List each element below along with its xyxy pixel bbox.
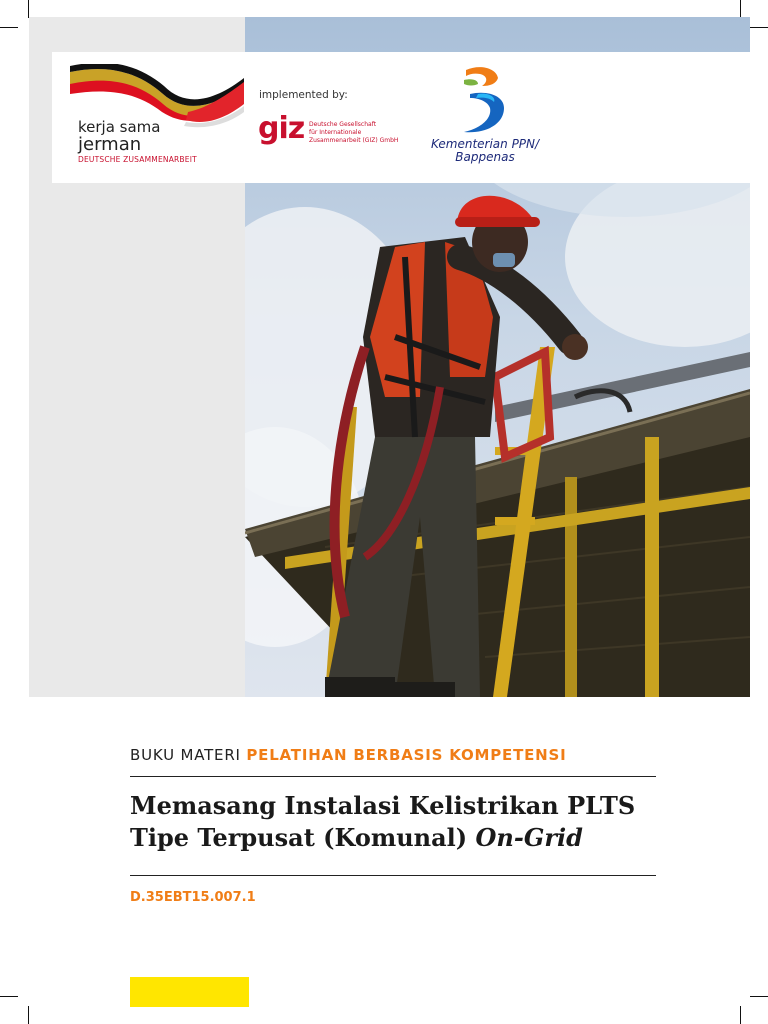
implemented-by-label: implemented by: [259,89,348,101]
crop-mark [0,27,18,28]
title-line1: Memasang Instalasi Kelistrikan PLTS [130,791,636,820]
giz-description [309,121,409,145]
crop-mark [750,996,768,997]
giz-description-line: für Internationale [309,129,362,136]
crop-mark [28,1006,29,1024]
accent-bar [130,977,249,1007]
series-prefix: BUKU MATERI [130,746,241,764]
divider-bottom [130,875,656,876]
bappenas-emblem-icon [460,64,510,136]
giz-description-line: Zusammenarbeit (GIZ) GmbH [309,137,399,144]
document-code: D.35EBT15.007.1 [130,890,256,905]
kerja-sama-line3: DEUTSCHE ZUSAMMENARBEIT [78,155,197,164]
crop-mark [0,996,18,997]
kementerian-line2: Bappenas [455,150,515,164]
kerja-sama-line1: kerja sama [78,118,161,136]
title-line2-italic: On-Grid [475,823,583,852]
crop-mark [740,0,741,18]
kementerian-logo-text [420,138,550,164]
kementerian-line1: Kementerian PPN/ [430,137,540,151]
title-line2-plain: Tipe Terpusat (Komunal) [130,823,468,852]
giz-wordmark: giz [258,111,305,146]
kerja-sama-line2: jerman [78,134,142,155]
page-title [130,790,690,854]
crop-mark [750,27,768,28]
kerja-sama-logo [78,120,197,164]
crop-mark [740,1006,741,1024]
title-line2 [130,822,690,854]
divider-top [130,776,656,777]
series-highlight: PELATIHAN BERBASIS KOMPETENSI [246,746,567,764]
crop-mark [28,0,29,18]
giz-description-line: Deutsche Gesellschaft [309,121,377,128]
series-label [130,746,567,764]
